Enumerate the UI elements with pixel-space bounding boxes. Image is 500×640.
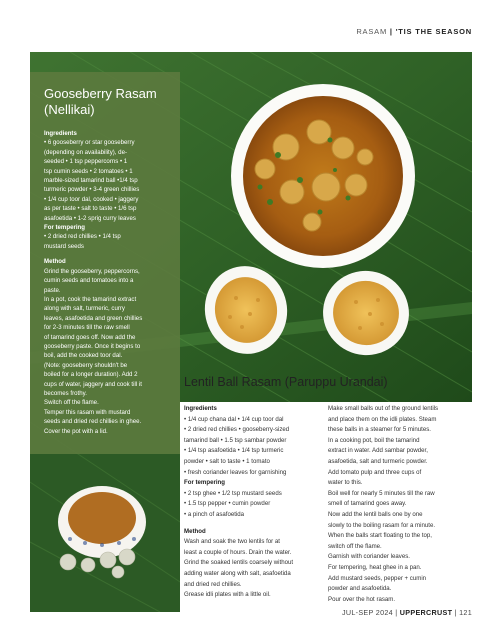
- lentil-method-line: Boil well for nearly 5 minutes till the raw: [328, 489, 435, 497]
- lentil-ingredient-line: powder • salt to taste • 1 tomato: [184, 457, 270, 465]
- lentil-ingredient-line: • 1/4 tsp asafoetida • 1/4 tsp turmeric: [184, 447, 284, 455]
- lentil-method-line: asafoetida, salt and turmeric powder.: [328, 457, 428, 465]
- header-title: 'TIS THE SEASON: [395, 27, 472, 36]
- lentil-method-line: Wash and soak the two lentils for at: [184, 538, 280, 546]
- lentil-method-line: Make small balls out of the ground lentils: [328, 405, 439, 412]
- lentil-method-line: Add mustard seeds, pepper + cumin: [328, 574, 427, 582]
- footer-separator: |: [395, 608, 398, 617]
- gooseberry-recipe-panel: [30, 72, 180, 454]
- lentil-ingredients-heading: Ingredients: [184, 405, 217, 412]
- lentil-method-line: and place them on the idli plates. Steam: [328, 415, 437, 423]
- lentil-method-line: When the balls start floating to the top,: [328, 532, 432, 540]
- lentil-tempering-line: • 2 tsp ghee • 1/2 tsp mustard seeds: [184, 489, 282, 497]
- gooseberry-method-heading: Method: [44, 258, 66, 266]
- gooseberry-method-line: cumin seeds and tomatoes into a: [44, 277, 134, 285]
- lentil-method-line: extract in water. Add sambar powder,: [328, 447, 428, 455]
- header-section: RASAM: [356, 27, 388, 36]
- gooseberry-ingredients-heading: Ingredients: [44, 130, 77, 137]
- gooseberry-method-line: Temper this rasam with mustard: [44, 408, 131, 416]
- lentil-method-line: Now add the lentil balls one by one: [328, 510, 423, 518]
- gooseberry-method-line: seeds and dried red chillies in ghee.: [44, 418, 142, 426]
- gooseberry-method-line: for 2-3 minutes till the raw smell: [44, 324, 130, 332]
- gooseberry-method-line: Grind the gooseberry, peppercorns,: [44, 267, 140, 275]
- gooseberry-title-line-1: Gooseberry Rasam: [44, 86, 157, 101]
- gooseberry-method-line: boiled for a longer duration). Add 2: [44, 371, 138, 379]
- lentil-ingredient-line: • 2 dried red chillies • gooseberry-sized: [184, 426, 290, 434]
- gooseberry-method-line: Switch off the flame.: [44, 399, 99, 407]
- lentil-ingredient-line: • 1/4 cup chana dal • 1/4 cup toor dal: [184, 415, 284, 423]
- lentil-method-line: smell of tamarind goes away.: [328, 500, 407, 508]
- lentil-tempering-heading: For tempering: [184, 479, 225, 487]
- lentil-method-line: these balls in a steamer for 5 minutes.: [328, 426, 431, 434]
- gooseberry-ingredient-line: marble-sized tamarind ball •1/4 tsp: [44, 177, 138, 185]
- gooseberry-ingredient-line: (depending on availability), de-: [44, 148, 127, 156]
- lentil-tempering-line: • 1.5 tsp pepper • cumin powder: [184, 500, 271, 508]
- gooseberry-recipe-body: [44, 129, 170, 436]
- gooseberry-method-line: along with salt, turmeric, curry: [44, 305, 125, 313]
- gooseberry-ingredient-line: asafoetida • 1-2 sprig curry leaves: [44, 214, 136, 222]
- lentil-ingredient-line: tamarind ball • 1.5 tsp sambar powder: [184, 436, 287, 444]
- lentil-ingredient-line: • fresh coriander leaves for garnishing: [184, 468, 287, 476]
- gooseberry-tempering-line: mustard seeds: [44, 242, 84, 250]
- gooseberry-ingredient-line: • 1/4 cup toor dal, cooked • jaggery: [44, 195, 139, 203]
- gooseberry-method-line: of tamarind goes off. Now add the: [44, 333, 136, 341]
- page-footer: [342, 608, 472, 617]
- lentil-tempering-line: • a pinch of asafoetida: [184, 510, 245, 518]
- lentil-method-line: powder and asafoetida.: [328, 585, 392, 593]
- lentil-column-1: [184, 404, 334, 601]
- footer-separator: |: [454, 608, 457, 617]
- gooseberry-ingredient-line: as per taste • salt to taste • 1/6 tsp: [44, 205, 137, 213]
- header-separator: |: [389, 27, 393, 36]
- lentil-method-line: water to this.: [328, 479, 363, 487]
- gooseberry-method-line: boil, add the cooked toor dal.: [44, 352, 123, 360]
- gooseberry-tempering-heading: For tempering: [44, 224, 85, 232]
- lentil-method-line: Pour over the hot rasam.: [328, 595, 396, 603]
- gooseberry-method-line: gooseberry paste. Once it begins to: [44, 342, 141, 350]
- lentil-method-line: slowly to the boiling rasam for a minute.: [328, 521, 436, 529]
- gooseberry-method-line: becomes frothy.: [44, 389, 87, 397]
- running-header: [356, 27, 472, 36]
- gooseberry-method-line: (Note: gooseberry shouldn't be: [44, 361, 128, 369]
- gooseberry-title-line-2: (Nellikai): [44, 102, 95, 117]
- lentil-method-heading: Method: [184, 527, 206, 535]
- gooseberry-tempering-line: • 2 dried red chillies • 1/4 tsp: [44, 233, 121, 241]
- gooseberry-recipe-title: [44, 86, 170, 118]
- footer-magazine: UPPERCRUST: [399, 608, 453, 617]
- gooseberry-method-line: In a pot, cook the tamarind extract: [44, 295, 137, 303]
- gooseberry-ingredient-line: seeded • 1 tsp peppercorns • 1: [44, 158, 128, 166]
- lentil-method-line: For tempering, heat ghee in a pan.: [328, 563, 422, 571]
- footer-issue: JUL-SEP 2024: [341, 608, 393, 617]
- lentil-method-line: In a cooking pot, boil the tamarind: [328, 436, 420, 444]
- gooseberry-method-line: cups of water, jaggery and cook till it: [44, 380, 142, 388]
- lentil-column-2: [328, 404, 476, 605]
- gooseberry-method-line: Cover the pot with a lid.: [44, 427, 108, 435]
- lentil-method-line: Grind the soaked lentils coarsely without: [184, 559, 294, 567]
- lentil-method-line: Add tomato pulp and three cups of: [328, 468, 422, 476]
- gooseberry-ingredient-line: • 6 gooseberry or star gooseberry: [44, 139, 135, 147]
- gooseberry-ingredient-line: turmeric powder • 3-4 green chillies: [44, 186, 140, 194]
- lentil-recipe-title: Lentil Ball Rasam (Paruppu Urandai): [184, 375, 388, 389]
- gooseberry-method-line: leaves, asafoetida and green chillies: [44, 314, 143, 322]
- page-number: 121: [459, 608, 472, 617]
- lentil-method-line: Garnish with coriander leaves.: [328, 553, 410, 561]
- lentil-method-line: adding water along with salt, asafoetida: [184, 569, 291, 577]
- lentil-method-line: least a couple of hours. Drain the water.: [184, 548, 292, 556]
- gooseberry-ingredient-line: tsp cumin seeds • 2 tomatoes • 1: [44, 167, 133, 175]
- lentil-method-line: Grease idli plates with a little oil.: [184, 591, 271, 599]
- lentil-method-line: and dried red chillies.: [184, 580, 242, 588]
- gooseberry-method-line: paste.: [44, 286, 61, 294]
- lentil-method-line: switch off the flame.: [328, 542, 382, 550]
